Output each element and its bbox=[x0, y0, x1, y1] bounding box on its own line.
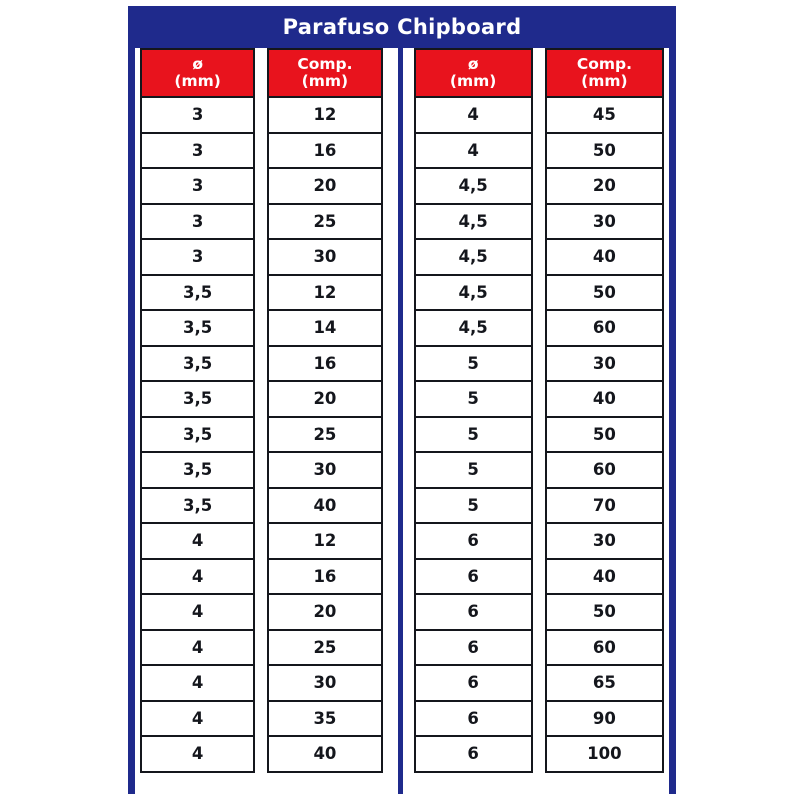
table-cell: 4 bbox=[140, 595, 255, 631]
table-cell: 30 bbox=[267, 240, 382, 276]
table-cell: 3,5 bbox=[140, 418, 255, 454]
table-cell: 4,5 bbox=[414, 276, 533, 312]
left-table-column-length bbox=[267, 48, 382, 794]
table-cell: 5 bbox=[414, 382, 533, 418]
table-cell: 6 bbox=[414, 524, 533, 560]
column-header-symbol: ø bbox=[467, 54, 479, 73]
table-cell: 6 bbox=[414, 666, 533, 702]
table-cell: 6 bbox=[414, 702, 533, 738]
table-cell: 3,5 bbox=[140, 453, 255, 489]
table-cell: 40 bbox=[267, 489, 382, 525]
table-cell: 6 bbox=[414, 595, 533, 631]
table-cell: 5 bbox=[414, 489, 533, 525]
table-cell: 60 bbox=[545, 453, 664, 489]
column-header-unit: (mm) bbox=[581, 72, 628, 90]
table-cell: 6 bbox=[414, 737, 533, 773]
table-cell: 30 bbox=[545, 524, 664, 560]
table-cell: 70 bbox=[545, 489, 664, 525]
table-cell: 4,5 bbox=[414, 311, 533, 347]
table-cell: 12 bbox=[267, 98, 382, 134]
table-cell: 4 bbox=[140, 560, 255, 596]
table-cell: 5 bbox=[414, 418, 533, 454]
table-cell: 4,5 bbox=[414, 169, 533, 205]
table-cell: 50 bbox=[545, 418, 664, 454]
table-cell: 20 bbox=[545, 169, 664, 205]
table-cell: 4 bbox=[140, 631, 255, 667]
column-header bbox=[140, 48, 255, 98]
left-table-column-diameter bbox=[140, 48, 255, 794]
table-cell: 12 bbox=[267, 276, 382, 312]
column-header-symbol: Comp. bbox=[297, 54, 353, 73]
right-table bbox=[401, 48, 676, 794]
table-cell: 4 bbox=[140, 702, 255, 738]
title-bar bbox=[128, 6, 676, 48]
table-cell: 3,5 bbox=[140, 347, 255, 383]
table-cell: 60 bbox=[545, 311, 664, 347]
table-cell: 4,5 bbox=[414, 240, 533, 276]
table-cell: 3 bbox=[140, 205, 255, 241]
table-cell: 40 bbox=[545, 560, 664, 596]
table-cell: 25 bbox=[267, 631, 382, 667]
table-cell: 6 bbox=[414, 631, 533, 667]
table-cell: 65 bbox=[545, 666, 664, 702]
table-cell: 4 bbox=[414, 134, 533, 170]
table-cell: 25 bbox=[267, 205, 382, 241]
table-cell: 20 bbox=[267, 595, 382, 631]
table-cell: 40 bbox=[545, 382, 664, 418]
table-cell: 4 bbox=[140, 666, 255, 702]
table-cell: 14 bbox=[267, 311, 382, 347]
table-cell: 50 bbox=[545, 276, 664, 312]
table-cell: 50 bbox=[545, 134, 664, 170]
table-cell: 20 bbox=[267, 169, 382, 205]
column-header-unit: (mm) bbox=[449, 72, 497, 90]
column-header bbox=[545, 48, 664, 98]
table-cell: 16 bbox=[267, 134, 382, 170]
table-cell: 30 bbox=[545, 205, 664, 241]
table-cell: 3,5 bbox=[140, 311, 255, 347]
table-cell: 90 bbox=[545, 702, 664, 738]
column-header-unit: (mm) bbox=[301, 72, 349, 90]
table-cell: 30 bbox=[267, 453, 382, 489]
table-cell: 16 bbox=[267, 560, 382, 596]
table-cell: 40 bbox=[267, 737, 382, 773]
table-cell: 3,5 bbox=[140, 276, 255, 312]
table-cell: 45 bbox=[545, 98, 664, 134]
table-cell: 5 bbox=[414, 347, 533, 383]
table-cell: 3 bbox=[140, 240, 255, 276]
table-cell: 4,5 bbox=[414, 205, 533, 241]
column-header bbox=[267, 48, 382, 98]
table-cell: 3 bbox=[140, 169, 255, 205]
table-cell: 3 bbox=[140, 134, 255, 170]
column-header-symbol: ø bbox=[192, 54, 203, 73]
tables-container bbox=[128, 48, 676, 794]
table-cell: 25 bbox=[267, 418, 382, 454]
table-cell: 4 bbox=[140, 524, 255, 560]
table-cell: 30 bbox=[267, 666, 382, 702]
column-header-unit: (mm) bbox=[174, 72, 221, 90]
table-cell: 35 bbox=[267, 702, 382, 738]
table-cell: 6 bbox=[414, 560, 533, 596]
table-cell: 4 bbox=[414, 98, 533, 134]
table-cell: 3,5 bbox=[140, 382, 255, 418]
left-table bbox=[128, 48, 396, 794]
table-cell: 50 bbox=[545, 595, 664, 631]
right-table-column-diameter bbox=[414, 48, 533, 794]
table-cell: 100 bbox=[545, 737, 664, 773]
table-cell: 60 bbox=[545, 631, 664, 667]
table-cell: 16 bbox=[267, 347, 382, 383]
column-header-symbol: Comp. bbox=[576, 54, 632, 73]
right-table-column-length bbox=[545, 48, 664, 794]
table-cell: 40 bbox=[545, 240, 664, 276]
page-title: Parafuso Chipboard bbox=[282, 15, 522, 39]
table-cell: 3,5 bbox=[140, 489, 255, 525]
table-cell: 12 bbox=[267, 524, 382, 560]
table-cell: 5 bbox=[414, 453, 533, 489]
column-header bbox=[414, 48, 533, 98]
table-cell: 20 bbox=[267, 382, 382, 418]
table-cell: 4 bbox=[140, 737, 255, 773]
table-cell: 30 bbox=[545, 347, 664, 383]
table-cell: 3 bbox=[140, 98, 255, 134]
